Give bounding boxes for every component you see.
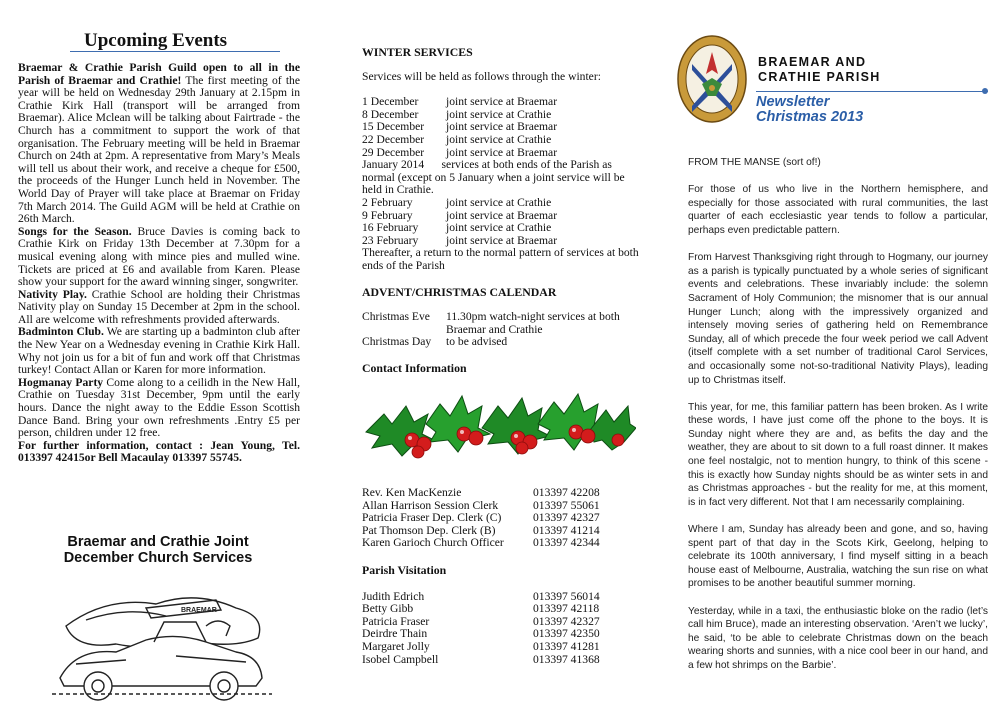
upcoming-events-column xyxy=(18,0,300,614)
visitor-name: Margaret Jolly xyxy=(362,639,430,653)
services-column xyxy=(362,0,642,666)
visitor-name: Deirdre Thain xyxy=(362,627,428,641)
hogmanay-event xyxy=(18,377,300,440)
christmas-eve-text: 11.30pm watch-night services at both Braemar and Crathie xyxy=(446,310,620,336)
contact-name: Rev. Ken MacKenzie xyxy=(362,486,462,499)
schedule-text: joint service at Crathie xyxy=(446,107,552,121)
visitor-name: Judith Edrich xyxy=(362,589,425,603)
parish-crest-logo xyxy=(676,34,748,124)
visitor-phone: 013397 42118 xyxy=(533,602,600,616)
schedule-text: joint service at Braemar xyxy=(446,208,558,222)
visitation-row xyxy=(362,641,642,654)
contact-line-text: For further information, contact : Jean Young, Tel. 013397 42415or Bell Macaulay 013397 55745. xyxy=(18,438,300,465)
schedule-row xyxy=(362,222,642,235)
thereafter-note: Thereafter, a return to the normal pattern of services at both ends of the Parish xyxy=(362,246,639,272)
visitor-name: Betty Gibb xyxy=(362,602,414,616)
contact-row xyxy=(362,537,642,550)
schedule-february xyxy=(362,197,642,247)
schedule-text: joint service at Braemar xyxy=(446,95,558,109)
nativity-event xyxy=(18,289,300,327)
contact-phone: 013397 42208 xyxy=(533,486,600,499)
schedule-text: joint service at Crathie xyxy=(446,132,552,146)
advent-heading: ADVENT/CHRISTMAS CALENDAR xyxy=(362,284,557,299)
upcoming-events-title: Upcoming Events xyxy=(84,30,228,51)
contact-phone: 013397 42327 xyxy=(533,511,600,525)
songs-event xyxy=(18,226,300,289)
joint-services-title: Braemar and Crathie Joint December Church Services xyxy=(63,534,253,566)
events-body xyxy=(18,62,300,465)
schedule-row xyxy=(362,197,642,210)
guild-heading: Braemar & Crathie Parish Guild open to all in the Parish of Braemar and Crathie! xyxy=(18,61,300,87)
schedule-date: 16 February xyxy=(362,221,419,235)
christmas-eve-row xyxy=(362,311,642,336)
schedule-text: joint service at Braemar xyxy=(446,233,558,247)
nativity-text: Crathie School are holding their Christmas Nativity play on Sunday 15 December at 2pm in the school. All are welcome with refreshments provided afterwards. xyxy=(18,287,300,326)
visitor-name: Isobel Campbell xyxy=(362,652,439,666)
newsletter-title-line2: Christmas 2013 xyxy=(756,109,864,125)
winter-services-heading: WINTER SERVICES xyxy=(362,45,473,59)
visitor-phone: 013397 42350 xyxy=(533,627,600,641)
article-paragraph: For those of us who live in the Northern hemisphere, and especially for those associated with rural communities, the last quarter of each ecclesiastic year tends to follow a particular, perhaps even predictable pattern. xyxy=(688,184,988,236)
visitation-row xyxy=(362,603,642,616)
contact-name: Karen Garioch Church Officer xyxy=(362,536,504,550)
contact-heading: Contact Information xyxy=(362,360,467,375)
badminton-heading: Badminton Club. xyxy=(18,325,104,339)
badminton-event xyxy=(18,326,300,376)
contact-phone: 013397 41214 xyxy=(533,523,600,537)
title-divider xyxy=(70,51,280,52)
article-paragraph: From Harvest Thanksgiving right through to Hogmany, our journey as a parish is typically punctuated by a whole series of significant events and celebrations. These invariably include: the solemn Sacrament of Holy Communion; the misnomer that is our annual Hunger Lunch; along with the impressively organized and intensely moving series of gathering held on Remembrance Sunday, all of which precede the four week period we call Advent (itself complete with a set number of traditional Carol Services, and occasionally some not-so-traditional Nativity Plays), leading up to Christmas itself. xyxy=(688,252,988,386)
songs-heading: Songs for the Season. xyxy=(18,224,132,238)
christmas-day-text: to be advised xyxy=(446,335,508,349)
header-divider-dot xyxy=(982,88,988,94)
visitor-phone: 013397 41281 xyxy=(533,639,600,653)
badminton-text: We are starting up a badminton club after the New Year on a Wednesday evening in Crathie Kirk Hall. Why not join us for a bit of fun and work off that Christmas turkey! Contact Allan or Karen for more information. xyxy=(18,325,300,377)
schedule-date: 2 February xyxy=(362,195,413,209)
schedule-date: 8 December xyxy=(362,107,419,121)
schedule-date: 29 December xyxy=(362,145,425,159)
contact-name: Allan Harrison Session Clerk xyxy=(362,498,499,512)
visitor-name: Patricia Fraser xyxy=(362,614,430,628)
parish-name-line1: BRAEMAR AND xyxy=(758,55,867,69)
header-divider xyxy=(756,91,988,92)
schedule-text: joint service at Braemar xyxy=(446,145,558,159)
contacts-list xyxy=(362,487,642,666)
contact-line xyxy=(18,440,300,465)
schedule-date: 23 February xyxy=(362,233,419,247)
contact-name: Pat Thomson Dep. Clerk (B) xyxy=(362,523,496,537)
contact-row xyxy=(362,487,642,500)
january-note: January 2014 services at both ends of the Parish as normal (except on 5 January when a joint service will be held in Crathie. xyxy=(362,158,628,197)
manse-article xyxy=(688,156,988,686)
winter-intro: Services will be held as follows through the winter: xyxy=(362,69,601,83)
schedule-date: 22 December xyxy=(362,132,425,146)
schedule-text: joint service at Crathie xyxy=(446,195,552,209)
contact-phone: 013397 42344 xyxy=(533,536,600,550)
parish-name xyxy=(758,55,881,84)
hogmanay-heading: Hogmanay Party xyxy=(18,375,104,389)
contact-row xyxy=(362,512,642,525)
schedule-date: 15 December xyxy=(362,120,425,134)
guild-event xyxy=(18,62,300,226)
christmas-day-row xyxy=(362,336,642,349)
contact-phone: 013397 55061 xyxy=(533,498,600,512)
visitation-row xyxy=(362,654,642,667)
schedule-text: joint service at Braemar xyxy=(446,120,558,134)
guild-text: The first meeting of the year will be held on Wednesday 29th January at 2.15pm in Crathie Kirk Hall (transport will be arranged from Braemar). Alice Mclean will be talking about Fairtrade - the Church has a commitment to support the work of that organisation. The February meeting will be held in Braemar Church on 24th at 2pm. A representative from Mary’s Meals will tell us about their work, and receive a cheque for £500, the proceeds of the Hunger Lunch held in November. The World Day of Prayer will take place at Braemar on Friday 7th March 2014. The Guild AGM will be held at Crathie on 26th March. xyxy=(18,73,300,226)
holly-illustration xyxy=(362,384,636,464)
visitor-phone: 013397 41368 xyxy=(533,652,600,666)
schedule-december xyxy=(362,96,642,159)
parish-name-line2: CRATHIE PARISH xyxy=(758,69,881,84)
christmas-eve-label: Christmas Eve xyxy=(362,310,430,324)
schedule-text: joint service at Crathie xyxy=(446,221,552,235)
visitor-phone: 013397 42327 xyxy=(533,614,600,628)
article-paragraph: This year, for me, this familiar pattern has been broken. As I write these words, I have just come off the phone to the boys. It is Sunday night where they are and, as befits the day and the weather, they are about to sit down to a full roast dinner. It makes one feel nostalgic, not to mention hungry, to think of this scene - this is exactly how Sunday nights should be as winter sets in and as Christmas approaches - but the reality for me, at this moment, is in fact very different. Not that I am necessarily complaining. xyxy=(688,401,988,508)
hogmanay-text: Come along to a ceilidh in the New Hall, Crathie on Tuesday 31st December, 9pm until the early hours. Dance the night away to the Eddie Esson Scottish Dance Band. Bring your own refreshments .Entry £5 per person, children under 12 free. xyxy=(18,375,300,440)
newsletter-title xyxy=(756,95,863,125)
schedule-row xyxy=(362,134,642,147)
article-paragraph: Where I am, Sunday has already been and gone, and so, having spent part of that day in the Scots Kirk, Geelong, helping to celebrate its 100th anniversary, I find myself sitting in a beach house east of Melbourne, Australia, watching the sun rise on what promises to be another beautiful summer morning. xyxy=(688,524,988,590)
article-paragraph: Yesterday, while in a taxi, the enthusiastic bloke on the radio (let’s call him Bruce), made an interesting observation. ‘Aren’t we lucky’, he said, ‘to be able to celebrate Christmas down on the beach wearing shorts and sunnies, with a nice cool beer in our hand, and a few hot shrimps on the Barbie’. xyxy=(688,605,988,671)
nativity-heading: Nativity Play. xyxy=(18,287,87,301)
christmas-day-label: Christmas Day xyxy=(362,335,432,349)
newsletter-title-line1: Newsletter xyxy=(756,94,830,110)
article-heading: FROM THE MANSE (sort of!) xyxy=(688,157,821,168)
svg-text:BRAEMAR: BRAEMAR xyxy=(181,607,217,614)
schedule-row xyxy=(362,96,642,109)
songs-text: Bruce Davies is coming back to Crathie Kirk on Friday 13th December at 7.30pm for a musical evening along with mince pies and mulled wine. Tickets are priced at £6 and available from Karen. Please show your support for the award winning singer, songwriter. xyxy=(18,224,300,289)
schedule-date: 9 February xyxy=(362,208,413,222)
contact-name: Patricia Fraser Dep. Clerk (C) xyxy=(362,511,502,525)
car-illustration xyxy=(46,586,276,704)
schedule-date: 1 December xyxy=(362,95,419,109)
visitor-phone: 013397 56014 xyxy=(533,589,600,603)
visitation-heading: Parish Visitation xyxy=(362,562,447,577)
